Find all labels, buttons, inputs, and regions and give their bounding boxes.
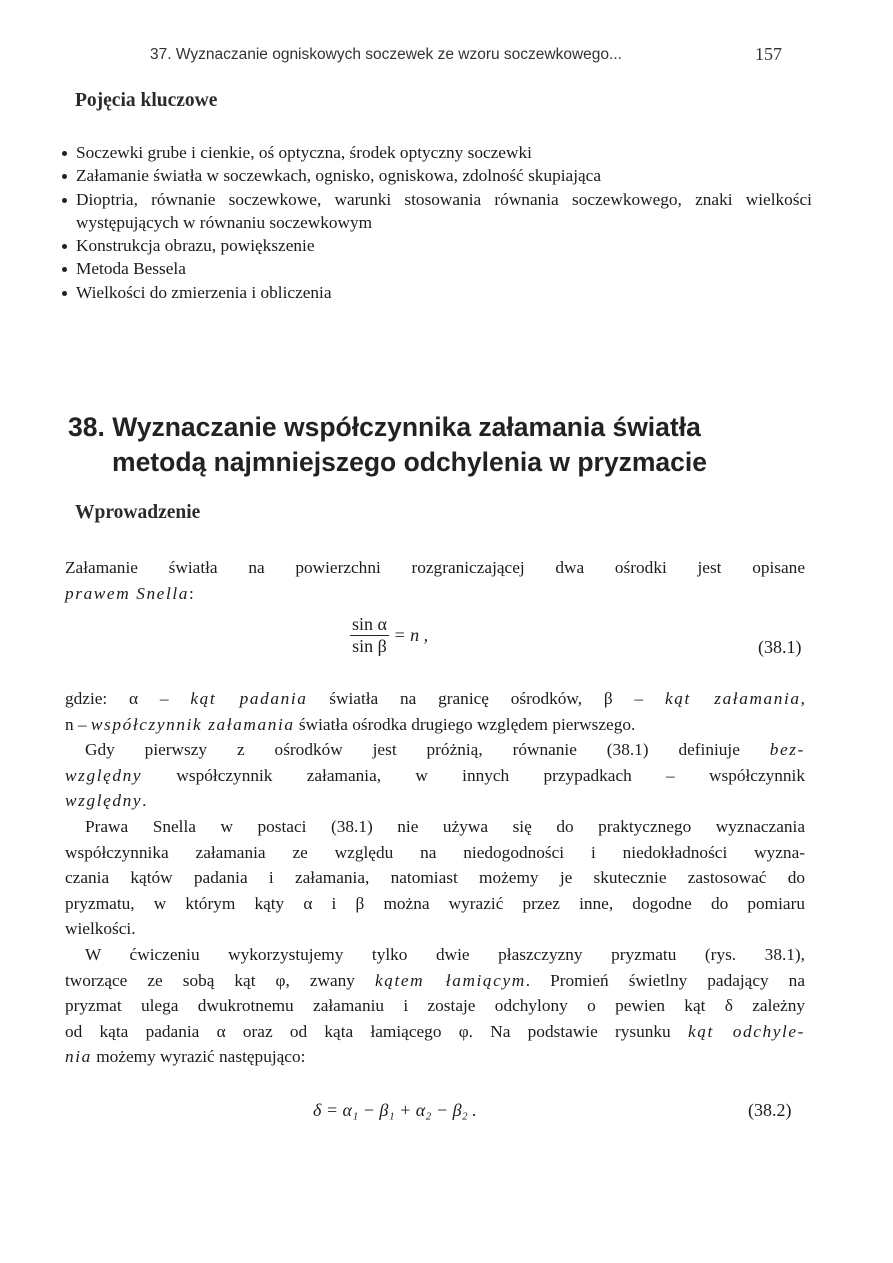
emphasized-term: kąt załamania <box>664 689 801 708</box>
text-segment: : <box>189 583 194 603</box>
text-segment: możemy wyrazić następująco: <box>91 1047 306 1067</box>
eq-numerator: sin α <box>352 614 387 634</box>
emphasized-term: względny <box>65 791 143 811</box>
equation-label: (38.1) <box>758 637 802 657</box>
text-segment: . <box>142 791 147 811</box>
text-line <box>65 968 805 994</box>
chapter-title-line: metodą najmniejszego odchylenia w pryzmacie <box>112 447 707 477</box>
text-line <box>65 942 805 968</box>
text-segment: pryzmatu, w którym kąty α i β można wyrazić przez inne, dogodne do pomiaru <box>65 893 805 913</box>
equation-label: (38.2) <box>748 1100 792 1120</box>
emphasized-term: względny <box>65 765 143 785</box>
text-segment: . Promień świetlny padający na <box>525 970 805 990</box>
text-segment: Załamanie światła na powierzchni rozgraniczającej dwa ośrodki jest opisane <box>65 558 805 577</box>
text-line <box>65 1019 805 1045</box>
text-segment: Gdy pierwszy z ośrodków jest próżnią, równanie (38.1) definiuje <box>85 740 770 760</box>
emphasized-term: kąt padania <box>190 689 308 708</box>
text-segment: światła ośrodka drugiego względem pierwszego. <box>294 714 636 734</box>
text-segment: pryzmat ulega dwukrotnemu załamaniu i zostaje odchylony o pewien kąt δ zależny <box>65 996 805 1016</box>
emphasized-term: bez- <box>769 740 805 760</box>
text-line <box>65 686 805 712</box>
list-item: Dioptria, równanie soczewkowe, warunki stosowania równania soczewkowego, znaki wielkości występujących w równaniu soczewkowym <box>62 188 812 235</box>
text-segment: czania kątów padania i załamania, natomiast możemy je skutecznie zastosować do <box>65 868 805 888</box>
text-line <box>65 891 805 917</box>
emphasized-term: kąt odchyle- <box>687 1021 805 1041</box>
text-segment: światła na granicę ośrodków, β – <box>307 689 665 708</box>
emphasized-term: kątem łamiącym <box>374 970 526 990</box>
chapter-title <box>68 410 707 480</box>
paragraph-body <box>65 686 805 1070</box>
text-segment: współczynnik załamania, w innych przypadkach – współczynnik <box>142 765 805 785</box>
equation-38-1 <box>350 614 428 657</box>
text-segment: Prawa Snella w postaci (38.1) nie używa się do praktycznego wyznaczania <box>85 816 805 836</box>
key-concepts-heading: Pojęcia kluczowe <box>75 90 218 111</box>
text-segment: wielkości. <box>65 919 136 939</box>
text-line <box>65 712 805 738</box>
text-line <box>65 763 805 789</box>
list-item: Załamanie światła w soczewkach, ognisko, ogniskowa, zdolność skupiająca <box>62 164 812 187</box>
emphasized-term: współczynnik załamania <box>90 714 295 734</box>
paragraph-intro <box>65 555 805 606</box>
text-line <box>65 865 805 891</box>
emphasized-term: prawem Snella <box>65 583 189 603</box>
list-item: Konstrukcja obrazu, powiększenie <box>62 234 812 257</box>
text-segment: W ćwiczeniu wykorzystujemy tylko dwie płaszczyzny pryzmatu (rys. 38.1), <box>85 944 805 964</box>
list-item: Soczewki grube i cienkie, oś optyczna, środek optyczny soczewki <box>62 141 812 164</box>
text-segment: n – <box>65 714 91 734</box>
eq-denominator: sin β <box>352 636 387 656</box>
text-segment: od kąta padania α oraz od kąta łamiącego φ. Na podstawie rysunku <box>65 1021 688 1041</box>
running-header: 37. Wyznaczanie ogniskowych soczewek ze wzoru soczewkowego... <box>150 46 622 63</box>
text-segment: tworzące ze sobą kąt φ, zwany <box>65 970 375 990</box>
text-segment: gdzie: α – <box>65 689 191 708</box>
list-item: Wielkości do zmierzenia i obliczenia <box>62 281 812 304</box>
text-line <box>65 814 805 840</box>
emphasized-term: nia <box>65 1047 92 1067</box>
chapter-title-line: 38. Wyznaczanie współczynnika załamania światła <box>68 412 701 442</box>
eq-rhs: = n , <box>393 625 429 645</box>
text-segment: , <box>800 689 805 708</box>
text-line <box>65 916 805 942</box>
key-concepts-list <box>62 141 812 304</box>
text-line <box>65 581 805 607</box>
section-heading: Wprowadzenie <box>75 502 201 523</box>
text-line <box>65 737 805 763</box>
text-segment: współczynnika załamania ze względu na niedogodności i niedokładności wyzna- <box>65 842 805 862</box>
list-item: Metoda Bessela <box>62 257 812 280</box>
equation-38-2: δ = α₁ − β₁ + α₂ − β₂ . <box>313 1100 477 1120</box>
text-line <box>65 555 805 581</box>
text-line <box>65 993 805 1019</box>
page-number: 157 <box>755 44 782 64</box>
text-line <box>65 840 805 866</box>
text-line <box>65 1044 805 1070</box>
text-line <box>65 788 805 814</box>
